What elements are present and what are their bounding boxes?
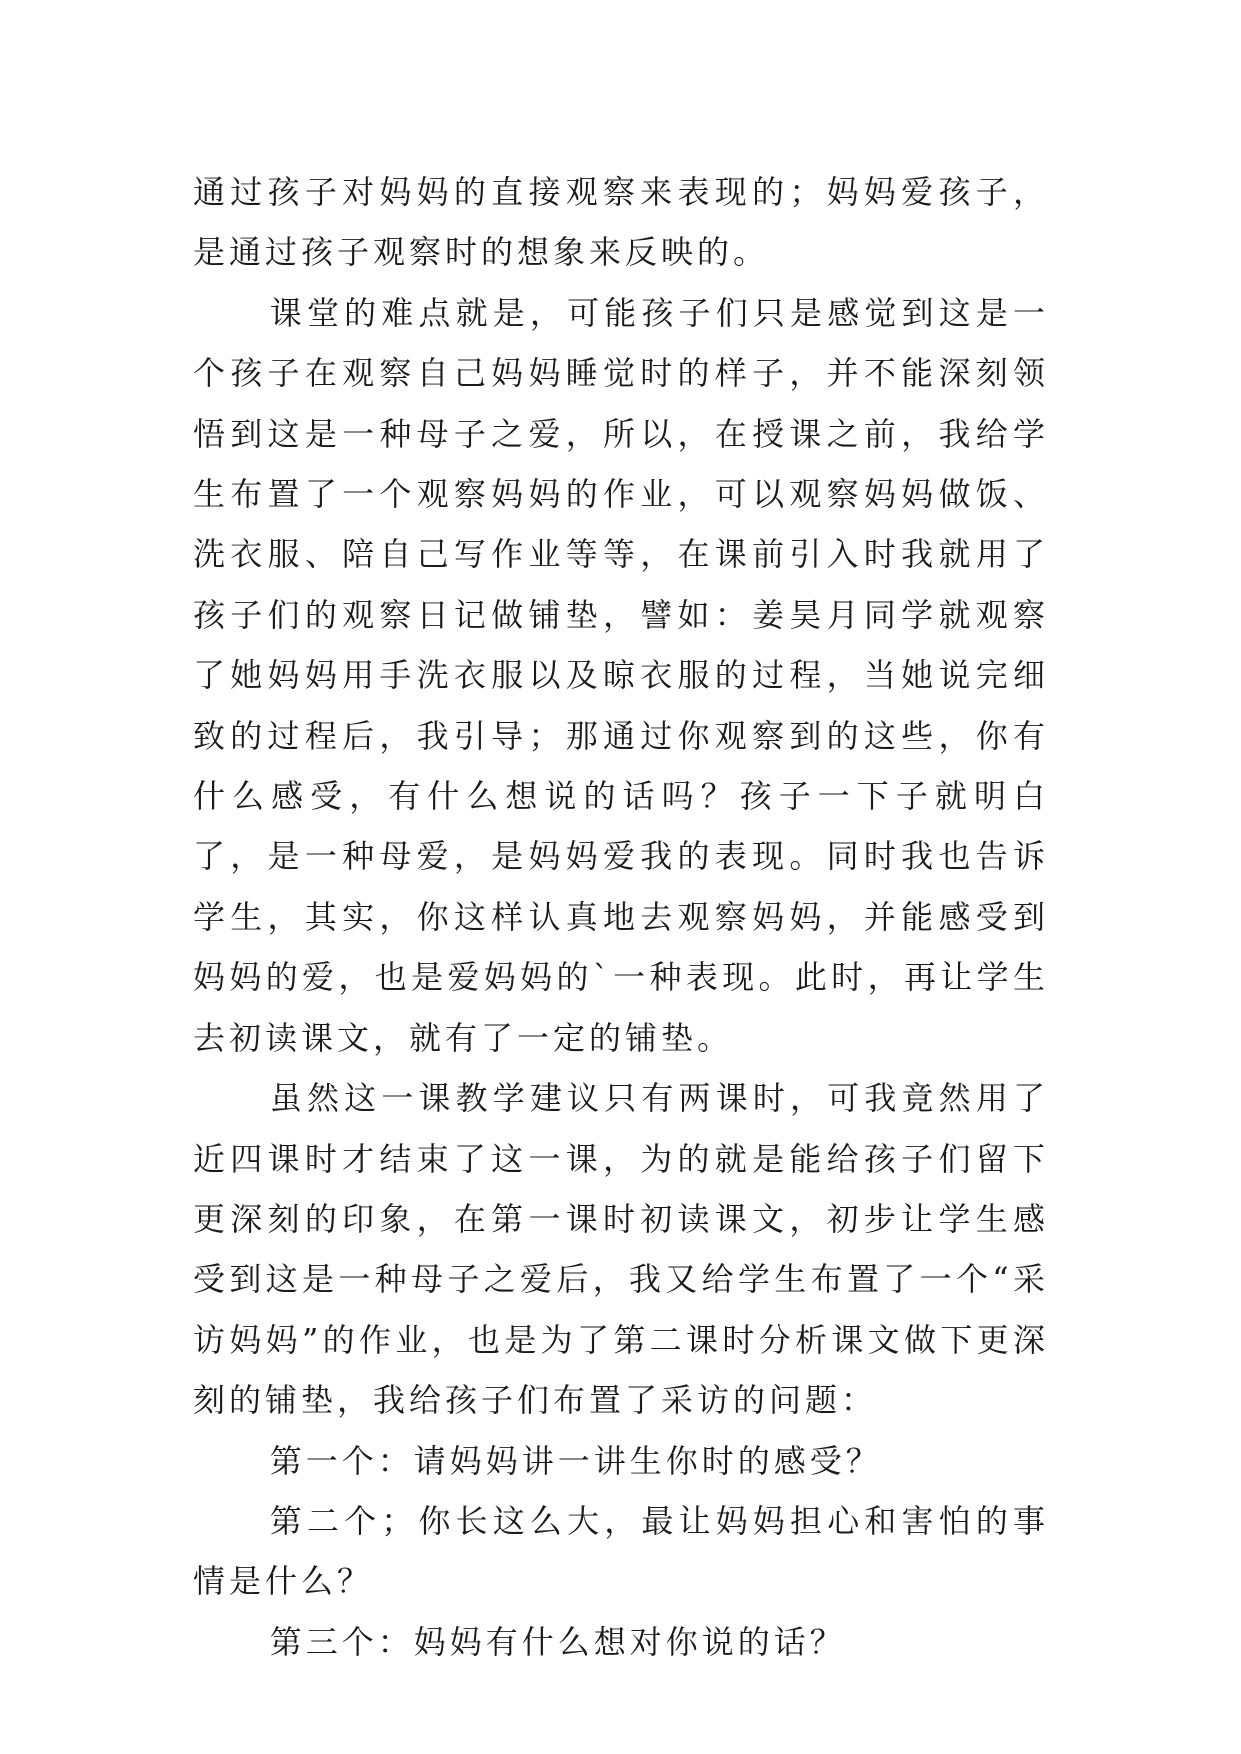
question-two: 第二个；你长这么大，最让妈妈担心和害怕的事情是什么？ — [193, 1501, 1049, 1601]
paragraph-difficulty: 课堂的难点就是，可能孩子们只是感觉到这是一个孩子在观察自己妈妈睡觉时的样子，并不能深刻领悟到这是一种母子之爱，所以，在授课之前，我给学生布置了一个观察妈妈的作业，可以观察妈妈做饭、洗衣服、陪自己写作业等等，在课前引入时我就用了孩子们的观察日记做铺垫，譬如：姜昊月同学就观察了她妈妈用手洗衣服以及晾衣服的过程，当她说完细致的过程后，我引导；那通过你观察到的这些，你有什么感受，有什么想说的话吗？孩子一下子就明白了，是一种母爱，是妈妈爱我的表现。同时我也告诉学生，其实，你这样认真地去观察妈妈，并能感受到妈妈的爱，也是爱妈妈的`一种表现。此时，再让学生去初读课文，就有了一定的铺垫。 — [193, 293, 1049, 1057]
question-three: 第三个：妈妈有什么想对你说的话？ — [269, 1622, 846, 1661]
document-body — [193, 162, 1049, 1672]
paragraph-continuation: 通过孩子对妈妈的直接观察来表现的；妈妈爱孩子，是通过孩子观察时的想象来反映的。 — [193, 173, 1049, 272]
paragraph-lesson-time: 虽然这一课教学建议只有两课时，可我竟然用了近四课时才结束了这一课，为的就是能给孩子们留下更深刻的印象，在第一课时初读课文，初步让学生感受到这是一种母子之爱后，我又给学生布置了一个“采访妈妈”的作业，也是为了第二课时分析课文做下更深刻的铺垫，我给孩子们布置了采访的问题： — [193, 1079, 1049, 1420]
question-one: 第一个：请妈妈讲一讲生你时的感受？ — [269, 1441, 882, 1480]
